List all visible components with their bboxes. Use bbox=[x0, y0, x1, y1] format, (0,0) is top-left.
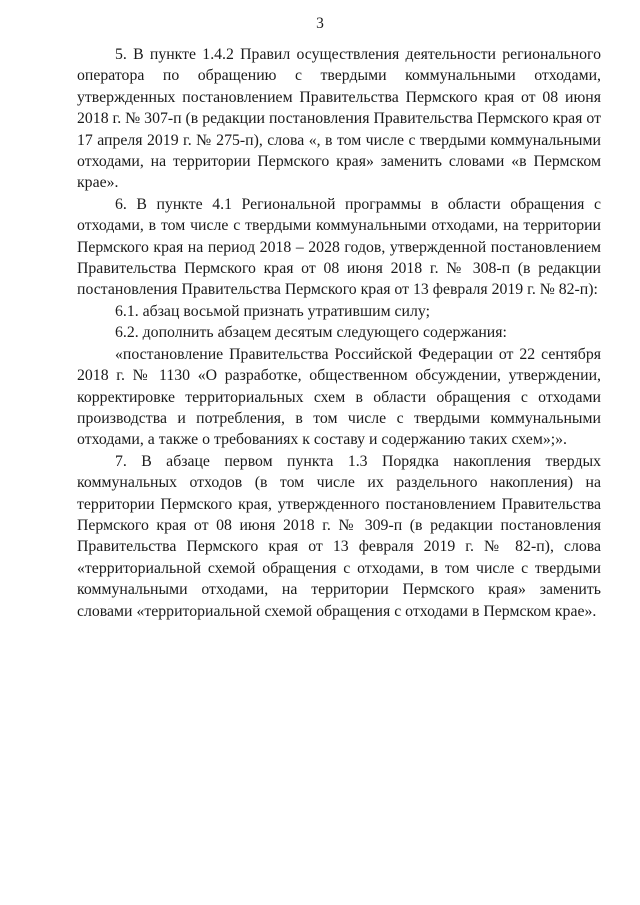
document-body bbox=[77, 44, 601, 622]
page-number: 3 bbox=[316, 15, 324, 32]
paragraph-item-6-2: 6.2. дополнить абзацем десятым следующего содержания: bbox=[115, 324, 507, 342]
paragraph-item-7: 7. В абзаце первом пункта 1.3 Порядка накопления твердых коммунальных отходов (в том числе их раздельного накопления) на территории Пермского края, утвержденного постановлением Правительства Пермского края от 08 июня 2018 г. № 309-п (в редакции постановления Правительства Пермского края от 13 февраля 2019 г. № 82-п), слова «территориальной схемой обращения с отходами, в том числе с твердыми коммунальными отходами, на территории Пермского края» заменить словами «территориальной схемой обращения с отходами в Пермском крае». bbox=[77, 452, 601, 620]
paragraph-quoted-addition: «постановление Правительства Российской Федерации от 22 сентября 2018 г. № 1130 «О разработке, общественном обсуждении, утверждении, корректировке территориальных схем в области обращения с отходами производства и потребления, в том числе с твердыми коммунальными отходами, а также о требованиях к составу и содержанию таких схем»;». bbox=[77, 345, 601, 449]
paragraph-item-5: 5. В пункте 1.4.2 Правил осуществления деятельности регионального оператора по обращению с твердыми коммунальными отходами, утвержденных постановлением Правительства Пермского края от 08 июня 2018 г. № 307-п (в редакции постановления Правительства Пермского края от 17 апреля 2019 г. № 275-п), слова «, в том числе с твердыми коммунальными отходами, на территории Пермского края» заменить словами «в Пермском крае». bbox=[77, 46, 601, 192]
paragraph-item-6: 6. В пункте 4.1 Региональной программы в области обращения с отходами, в том числе с твердыми коммунальными отходами, на территории Пермского края на период 2018 – 2028 годов, утвержденной постановлением Правительства Пермского края от 08 июня 2018 г. № 308-п (в редакции постановления Правительства Пермского края от 13 февраля 2019 г. № 82-п): bbox=[77, 195, 601, 299]
paragraph-item-6-1: 6.1. абзац восьмой признать утратившим силу; bbox=[115, 302, 430, 320]
